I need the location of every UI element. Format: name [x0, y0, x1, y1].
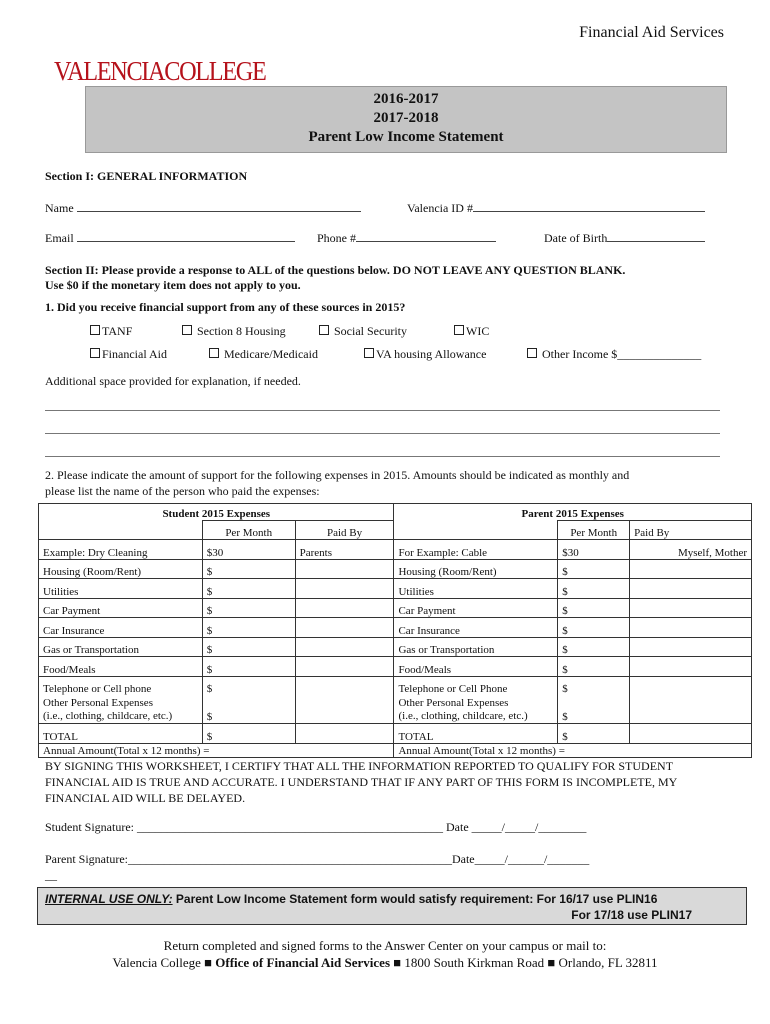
- student-paid-by-header: Paid By: [295, 521, 394, 540]
- option-label: Other Income $______________: [542, 347, 702, 361]
- parent-example-item: For Example: Cable: [394, 540, 558, 560]
- phone-field[interactable]: [317, 231, 496, 246]
- form-title-box: [85, 86, 727, 153]
- student-total-label: TOTAL: [39, 724, 203, 744]
- table-row: [39, 618, 752, 638]
- option-label: WIC: [466, 324, 490, 338]
- table-header-row: [39, 504, 752, 521]
- table-row-annual: [39, 743, 752, 757]
- student-paid-by-cell[interactable]: [295, 676, 394, 695]
- certify-line3: FINANCIAL AID WILL BE DELAYED.: [45, 791, 246, 805]
- student-amount-cell[interactable]: $: [202, 579, 295, 599]
- explanation-line-1[interactable]: [45, 410, 720, 411]
- internal-tag: INTERNAL USE ONLY:: [45, 892, 173, 906]
- title-year-1: 2016-2017: [373, 91, 439, 107]
- student-paid-by-cell[interactable]: [295, 618, 394, 638]
- parent-annual-amount[interactable]: Annual Amount(Total x 12 months) =: [394, 743, 752, 757]
- valencia-id-label: Valencia ID #: [407, 201, 473, 215]
- blank-cell: [394, 521, 558, 540]
- checkbox-icon[interactable]: [209, 348, 219, 358]
- internal-text-2: For 17/18 use PLIN17: [571, 908, 692, 922]
- student-expenses-header: Student 2015 Expenses: [39, 504, 394, 521]
- section2-heading-line2: Use $0 if the monetary item does not apply to you.: [45, 278, 301, 292]
- option-other-income[interactable]: [527, 347, 701, 362]
- internal-text-1: Parent Low Income Statement form would satisfy requirement: For 16/17 use PLIN16: [172, 892, 658, 906]
- parent-total-label: TOTAL: [394, 724, 558, 744]
- table-row-total: [39, 724, 752, 744]
- parent-example-amount: $30: [558, 540, 630, 560]
- student-amount-cell[interactable]: $: [202, 657, 295, 677]
- parent-total-paid-by[interactable]: [630, 724, 752, 744]
- internal-line1: [45, 892, 657, 906]
- table-row: [39, 579, 752, 599]
- student-amount-cell[interactable]: $: [202, 618, 295, 638]
- student-paid-by-cell[interactable]: [295, 637, 394, 657]
- bullet-icon: ■: [393, 955, 402, 970]
- title-year-2: 2017-2018: [373, 110, 439, 126]
- parent-item: Car Payment: [394, 598, 558, 618]
- other-line2: (i.e., clothing, childcare, etc.): [398, 710, 528, 722]
- additional-space-label: Additional space provided for explanation, if needed.: [45, 374, 301, 388]
- student-paid-by-cell[interactable]: [295, 657, 394, 677]
- footer-street: 1800 South Kirkman Road: [404, 955, 545, 970]
- blank-cell: [39, 521, 203, 540]
- logo-part-b: COLLEGE: [164, 56, 266, 86]
- student-item: Car Payment: [39, 598, 203, 618]
- explanation-line-2[interactable]: [45, 433, 720, 434]
- bullet-icon: ■: [204, 955, 212, 970]
- student-item: Utilities: [39, 579, 203, 599]
- option-label: Section 8 Housing: [197, 324, 286, 338]
- footer-city: Orlando, FL 32811: [558, 955, 658, 970]
- parent-item: Car Insurance: [394, 618, 558, 638]
- student-amount-cell[interactable]: $: [202, 637, 295, 657]
- student-total-amount[interactable]: $: [202, 724, 295, 744]
- student-amount-cell[interactable]: $: [202, 598, 295, 618]
- checkbox-icon[interactable]: [527, 348, 537, 358]
- checkbox-icon[interactable]: [454, 325, 464, 335]
- other-line1: Other Personal Expenses: [398, 697, 509, 709]
- email-label: Email: [45, 231, 74, 245]
- option-financial-aid[interactable]: [90, 347, 167, 362]
- parent-paid-by-cell[interactable]: [630, 676, 752, 695]
- parent-item: Utilities: [394, 579, 558, 599]
- student-per-month-header: Per Month: [202, 521, 295, 540]
- section1-heading: Section I: GENERAL INFORMATION: [45, 169, 248, 183]
- certify-line2: FINANCIAL AID IS TRUE AND ACCURATE. I UNDERSTAND THAT IF ANY PART OF THIS FORM IS INCOMPLETE, MY: [45, 775, 678, 789]
- parent-amount-cell[interactable]: $: [558, 579, 630, 599]
- parent-paid-by-cell[interactable]: [630, 657, 752, 677]
- department-name: Financial Aid Services: [579, 24, 724, 41]
- student-example-paid-by: Parents: [295, 540, 394, 560]
- option-tanf[interactable]: [90, 324, 132, 339]
- table-row: [39, 657, 752, 677]
- parent-paid-by-cell[interactable]: [630, 559, 752, 579]
- option-medicare[interactable]: [209, 347, 318, 362]
- email-field[interactable]: [45, 231, 295, 246]
- table-row-other: [39, 695, 752, 724]
- option-label: VA housing Allowance: [376, 347, 487, 361]
- table-row: [39, 598, 752, 618]
- option-label: Social Security: [334, 324, 407, 338]
- valencia-id-field[interactable]: [407, 201, 705, 216]
- student-item: Telephone or Cell phone: [39, 676, 203, 695]
- student-example-amount: $30: [202, 540, 295, 560]
- option-social-security[interactable]: [319, 324, 407, 339]
- internal-use-box: [37, 887, 747, 925]
- student-paid-by-cell[interactable]: [295, 579, 394, 599]
- student-example-item: Example: Dry Cleaning: [39, 540, 203, 560]
- parent-other-item: [394, 695, 558, 724]
- bullet-icon: ■: [547, 955, 556, 970]
- student-paid-by-cell[interactable]: [295, 559, 394, 579]
- parent-amount-cell[interactable]: $: [558, 559, 630, 579]
- valencia-college-logo: [54, 56, 265, 87]
- student-amount-cell[interactable]: $: [202, 676, 295, 695]
- other-line1: Other Personal Expenses: [43, 697, 153, 709]
- section2-heading-line1: Section II: Please provide a response to ALL of the questions below. DO NOT LEAVE ANY QUESTION BLANK.: [45, 263, 626, 277]
- student-item: Gas or Transportation: [39, 637, 203, 657]
- parent-example-paid-by: Myself, Mother: [630, 540, 752, 560]
- name-field[interactable]: [45, 201, 361, 216]
- explanation-line-3[interactable]: [45, 456, 720, 457]
- parent-other-amount[interactable]: $: [558, 695, 630, 724]
- option-label: Medicare/Medicaid: [224, 347, 318, 361]
- parent-per-month-header: Per Month: [558, 521, 630, 540]
- checkbox-icon[interactable]: [364, 348, 374, 358]
- student-other-amount[interactable]: $: [202, 695, 295, 724]
- footer-office: Office of Financial Aid Services: [215, 955, 391, 970]
- question-2-line2: please list the name of the person who paid the expenses:: [45, 484, 320, 498]
- parent-paid-by-header: Paid By: [630, 521, 752, 540]
- checkbox-icon[interactable]: [90, 325, 100, 335]
- name-label: Name: [45, 201, 74, 215]
- parent-paid-by-cell[interactable]: [630, 637, 752, 657]
- parent-paid-by-cell[interactable]: [630, 579, 752, 599]
- footer-address: [0, 955, 770, 971]
- parent-other-paid-by[interactable]: [630, 695, 752, 724]
- parent-amount-cell[interactable]: $: [558, 637, 630, 657]
- student-paid-by-cell[interactable]: [295, 598, 394, 618]
- table-row-example: [39, 540, 752, 560]
- parent-expenses-header: Parent 2015 Expenses: [394, 504, 752, 521]
- option-label: Financial Aid: [102, 347, 167, 361]
- parent-item: Housing (Room/Rent): [394, 559, 558, 579]
- checkbox-icon[interactable]: [182, 325, 192, 335]
- question-1: 1. Did you receive financial support from any of these sources in 2015?: [45, 300, 406, 314]
- student-total-paid-by[interactable]: [295, 724, 394, 744]
- student-item: Housing (Room/Rent): [39, 559, 203, 579]
- phone-label: Phone #: [317, 231, 356, 245]
- student-annual-amount[interactable]: Annual Amount(Total x 12 months) =: [39, 743, 394, 757]
- parent-amount-cell[interactable]: $: [558, 598, 630, 618]
- table-row: [39, 637, 752, 657]
- checkbox-icon[interactable]: [90, 348, 100, 358]
- checkbox-icon[interactable]: [319, 325, 329, 335]
- footer-line1: Return completed and signed forms to the Answer Center on your campus or mail to:: [163, 938, 607, 953]
- signature-trailing-line: __: [45, 868, 57, 882]
- table-subheader-row: [39, 521, 752, 540]
- option-label: TANF: [102, 324, 133, 338]
- student-signature-line[interactable]: Student Signature: ___________________________________________________ Date _____/_____/________: [45, 820, 587, 834]
- form-title: Parent Low Income Statement: [308, 129, 504, 145]
- certify-line1: BY SIGNING THIS WORKSHEET, I CERTIFY THAT ALL THE INFORMATION REPORTED TO QUALIFY FOR STUDENT: [45, 759, 674, 773]
- parent-paid-by-cell[interactable]: [630, 598, 752, 618]
- table-row: [39, 559, 752, 579]
- parent-item: Telephone or Cell Phone: [394, 676, 558, 695]
- parent-item: Gas or Transportation: [394, 637, 558, 657]
- student-amount-cell[interactable]: $: [202, 559, 295, 579]
- logo-part-a: VALENCIA: [54, 56, 165, 86]
- table-row: [39, 676, 752, 695]
- student-item: Car Insurance: [39, 618, 203, 638]
- parent-item: Food/Meals: [394, 657, 558, 677]
- option-wic[interactable]: [454, 324, 489, 339]
- parent-amount-cell[interactable]: $: [558, 618, 630, 638]
- dob-label: Date of Birth: [544, 231, 608, 245]
- parent-amount-cell[interactable]: $: [558, 676, 630, 695]
- parent-paid-by-cell[interactable]: [630, 618, 752, 638]
- question-2-line1: 2. Please indicate the amount of support for the following expenses in 2015. Amounts should be indicated as monthly and: [45, 468, 630, 482]
- parent-total-amount[interactable]: $: [558, 724, 630, 744]
- expenses-table: [38, 503, 752, 758]
- footer-college: Valencia College: [112, 955, 201, 970]
- student-other-item: [39, 695, 203, 724]
- dob-field[interactable]: [544, 231, 705, 246]
- other-line2: (i.e., clothing, childcare, etc.): [43, 710, 173, 722]
- parent-signature-line[interactable]: Parent Signature:______________________________________________________Date_____/______/_______: [45, 852, 590, 866]
- student-item: Food/Meals: [39, 657, 203, 677]
- student-other-paid-by[interactable]: [295, 695, 394, 724]
- option-va-housing[interactable]: [364, 347, 486, 362]
- option-section8[interactable]: [182, 324, 286, 339]
- parent-amount-cell[interactable]: $: [558, 657, 630, 677]
